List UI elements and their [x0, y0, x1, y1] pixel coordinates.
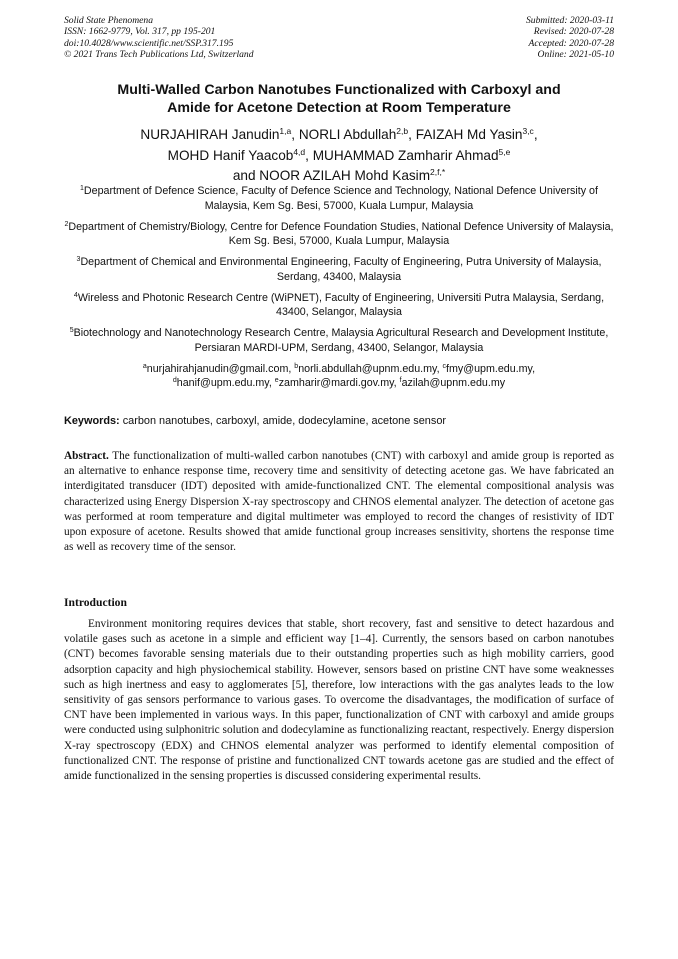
affiliation [64, 255, 614, 284]
email-sup: a [142, 362, 147, 370]
author-sep: , [305, 147, 313, 163]
email-address: hanif@upm.edu.my, [176, 377, 275, 389]
date-online: Online: 2021-05-10 [537, 48, 614, 60]
affiliation-text: Wireless and Photonic Research Centre (WiPNET), Faculty of Engineering, Universiti Putra Malaysia, Serdang, 43400, Selangor, Malaysia [77, 291, 605, 318]
email-sup: d [172, 377, 177, 384]
email-line-1 [64, 362, 614, 377]
author-name: FAIZAH Md Yasin [415, 127, 523, 142]
affiliation-text: Department of Chemistry/Biology, Centre for Defence Foundation Studies, National Defence University of Malaysia, Kem Sg. Besi, 57000, Kuala Lumpur, Malaysia [68, 220, 614, 247]
date-revised: Revised: 2020-07-28 [533, 26, 614, 38]
affiliation-sup: 3 [76, 256, 81, 263]
author-sup: 4,d [293, 146, 306, 157]
keywords [64, 414, 614, 428]
author-emails [64, 362, 614, 391]
abstract [64, 449, 614, 555]
author-sup: 5,e [498, 146, 511, 157]
abstract-text: The functionalization of multi-walled carbon nanotubes (CNT) with carboxyl and amide group is reported as an alternative to enhance response time, recovery time and sensitivity of detecting acetone gas. We have fabricated an interdigitated transducer (IDT) deposited with amide-functionalized CNT. The elemental compositional analysis was characterized using Energy Dispersion X-ray spectroscopy and CHNOS elemental analyzer. The detection of acetone gas was performed at room temperature and digital multimeter was employed to record the changes of resistivity of IDT upon exposure of acetone. Results showed that amide functional group increases sensitivity, shortens the response time as well as recovery time of the sensor. [64, 450, 614, 554]
author-name: MUHAMMAD Zamharir Ahmad [312, 147, 499, 163]
affiliation [64, 184, 614, 213]
affiliation [64, 291, 614, 320]
author-sup: 2,f,* [430, 167, 446, 177]
introduction-heading: Introduction [64, 596, 127, 609]
paper-title [64, 82, 614, 117]
journal-doi: doi:10.4028/www.scientific.net/SSP.317.195 [64, 37, 234, 49]
author-line-1 [64, 125, 614, 146]
email-line-2 [64, 376, 614, 391]
email-sup: c [442, 362, 447, 370]
author-sup: 3,c [522, 126, 534, 136]
author-sep: , [533, 127, 538, 142]
email-sup: b [294, 362, 299, 370]
introduction-paragraph: Environment monitoring requires devices that stable, short recovery, fast and sensitive to detect hazardous and volatile gases such as acetone in a simple and efficient way [1–4]. Currently, the sensors based on carbon nanotubes (CNT) becomes favorable sensing materials due to their outstanding properties such as high mobility carriers, good adsorption capacity and high physiochemical stability. However, sensors based on pristine CNT have some weaknesses such as high inertness and easy to agglomerates [5], therefore, low interactions with the gas analytes leads to the low sensitivity of gas sensors performance to various gases. To overcome the disadvantages, the modification of surface of CNT have been implemented in various ways. In this paper, functionalization of CNT with carboxyl and amide groups were conducted using sulphonitric solution and dodecylamine as functionalizing reactant, respectively. Energy dispersion X-ray spectroscopy (EDX) and CHNOS elemental analyzer was performed to identify elemental composition of functionalized CNT. The response of pristine and functionalized CNT towards acetone gas are studied and the effect of amide functionalized in the sensing properties is discussed considering experimental results. [64, 618, 614, 783]
author-sup: 2,b [396, 126, 409, 136]
author-list [64, 125, 614, 187]
email-sup: f [399, 377, 402, 384]
affiliation-list [64, 184, 614, 391]
journal-header [64, 15, 614, 60]
author-sep: , [291, 127, 299, 142]
affiliation [64, 326, 614, 355]
date-accepted: Accepted: 2020-07-28 [528, 37, 614, 49]
author-name: NORLI Abdullah [298, 127, 397, 142]
author-sep: , [408, 127, 416, 142]
title-line-1: Multi-Walled Carbon Nanotubes Functionalized with Carboxyl and [117, 82, 561, 98]
affiliation-sup: 4 [73, 291, 78, 299]
author-sup: 1,a [279, 126, 292, 136]
affiliation-text: Department of Defence Science, Faculty of Defence Science and Technology, National Defence University of Malaysia, Kem Sg. Besi, 57000, Kuala Lumpur, Malaysia [83, 185, 598, 212]
author-name: and NOOR AZILAH Mohd Kasim [232, 168, 431, 183]
keywords-label: Keywords: [64, 415, 120, 427]
journal-copyright: © 2021 Trans Tech Publications Ltd, Switzerland [64, 48, 254, 60]
email-sup: e [274, 377, 279, 384]
journal-info [64, 15, 254, 60]
title-line-2: Amide for Acetone Detection at Room Temperature [167, 99, 511, 116]
journal-issn: ISSN: 1662-9779, Vol. 317, pp 195-201 [64, 26, 216, 38]
author-name: MOHD Hanif Yaacob [167, 147, 294, 163]
affiliation-sup: 5 [69, 327, 74, 334]
affiliation-sup: 2 [64, 220, 69, 228]
publication-dates [526, 15, 614, 60]
email-address: zamharir@mardi.gov.my, [278, 377, 400, 389]
keywords-text: carbon nanotubes, carboxyl, amide, dodecylamine, acetone sensor [119, 415, 446, 427]
email-address: nurjahirahjanudin@gmail.com, [146, 362, 295, 375]
abstract-label: Abstract. [64, 450, 109, 462]
affiliation [64, 220, 614, 249]
author-line-2 [64, 146, 614, 167]
email-address: norli.abdullah@upnm.edu.my, [298, 362, 443, 375]
journal-name: Solid State Phenomena [64, 15, 153, 26]
author-name: NURJAHIRAH Janudin [140, 127, 280, 142]
affiliation-text: Biotechnology and Nanotechnology Research Centre, Malaysia Agricultural Research and Development Institute, Persiaran MARDI-UPM, Serdang, 43400, Selangor, Malaysia [73, 327, 609, 354]
affiliation-sup: 1 [80, 185, 84, 192]
affiliation-text: Department of Chemical and Environmental Engineering, Faculty of Engineering, Putra University of Malaysia, Serdang, 43400, Malaysia [80, 256, 602, 283]
email-address: fmy@upm.edu.my, [446, 362, 536, 375]
email-address: azilah@upnm.edu.my [401, 377, 506, 389]
date-submitted: Submitted: 2020-03-11 [525, 15, 614, 26]
